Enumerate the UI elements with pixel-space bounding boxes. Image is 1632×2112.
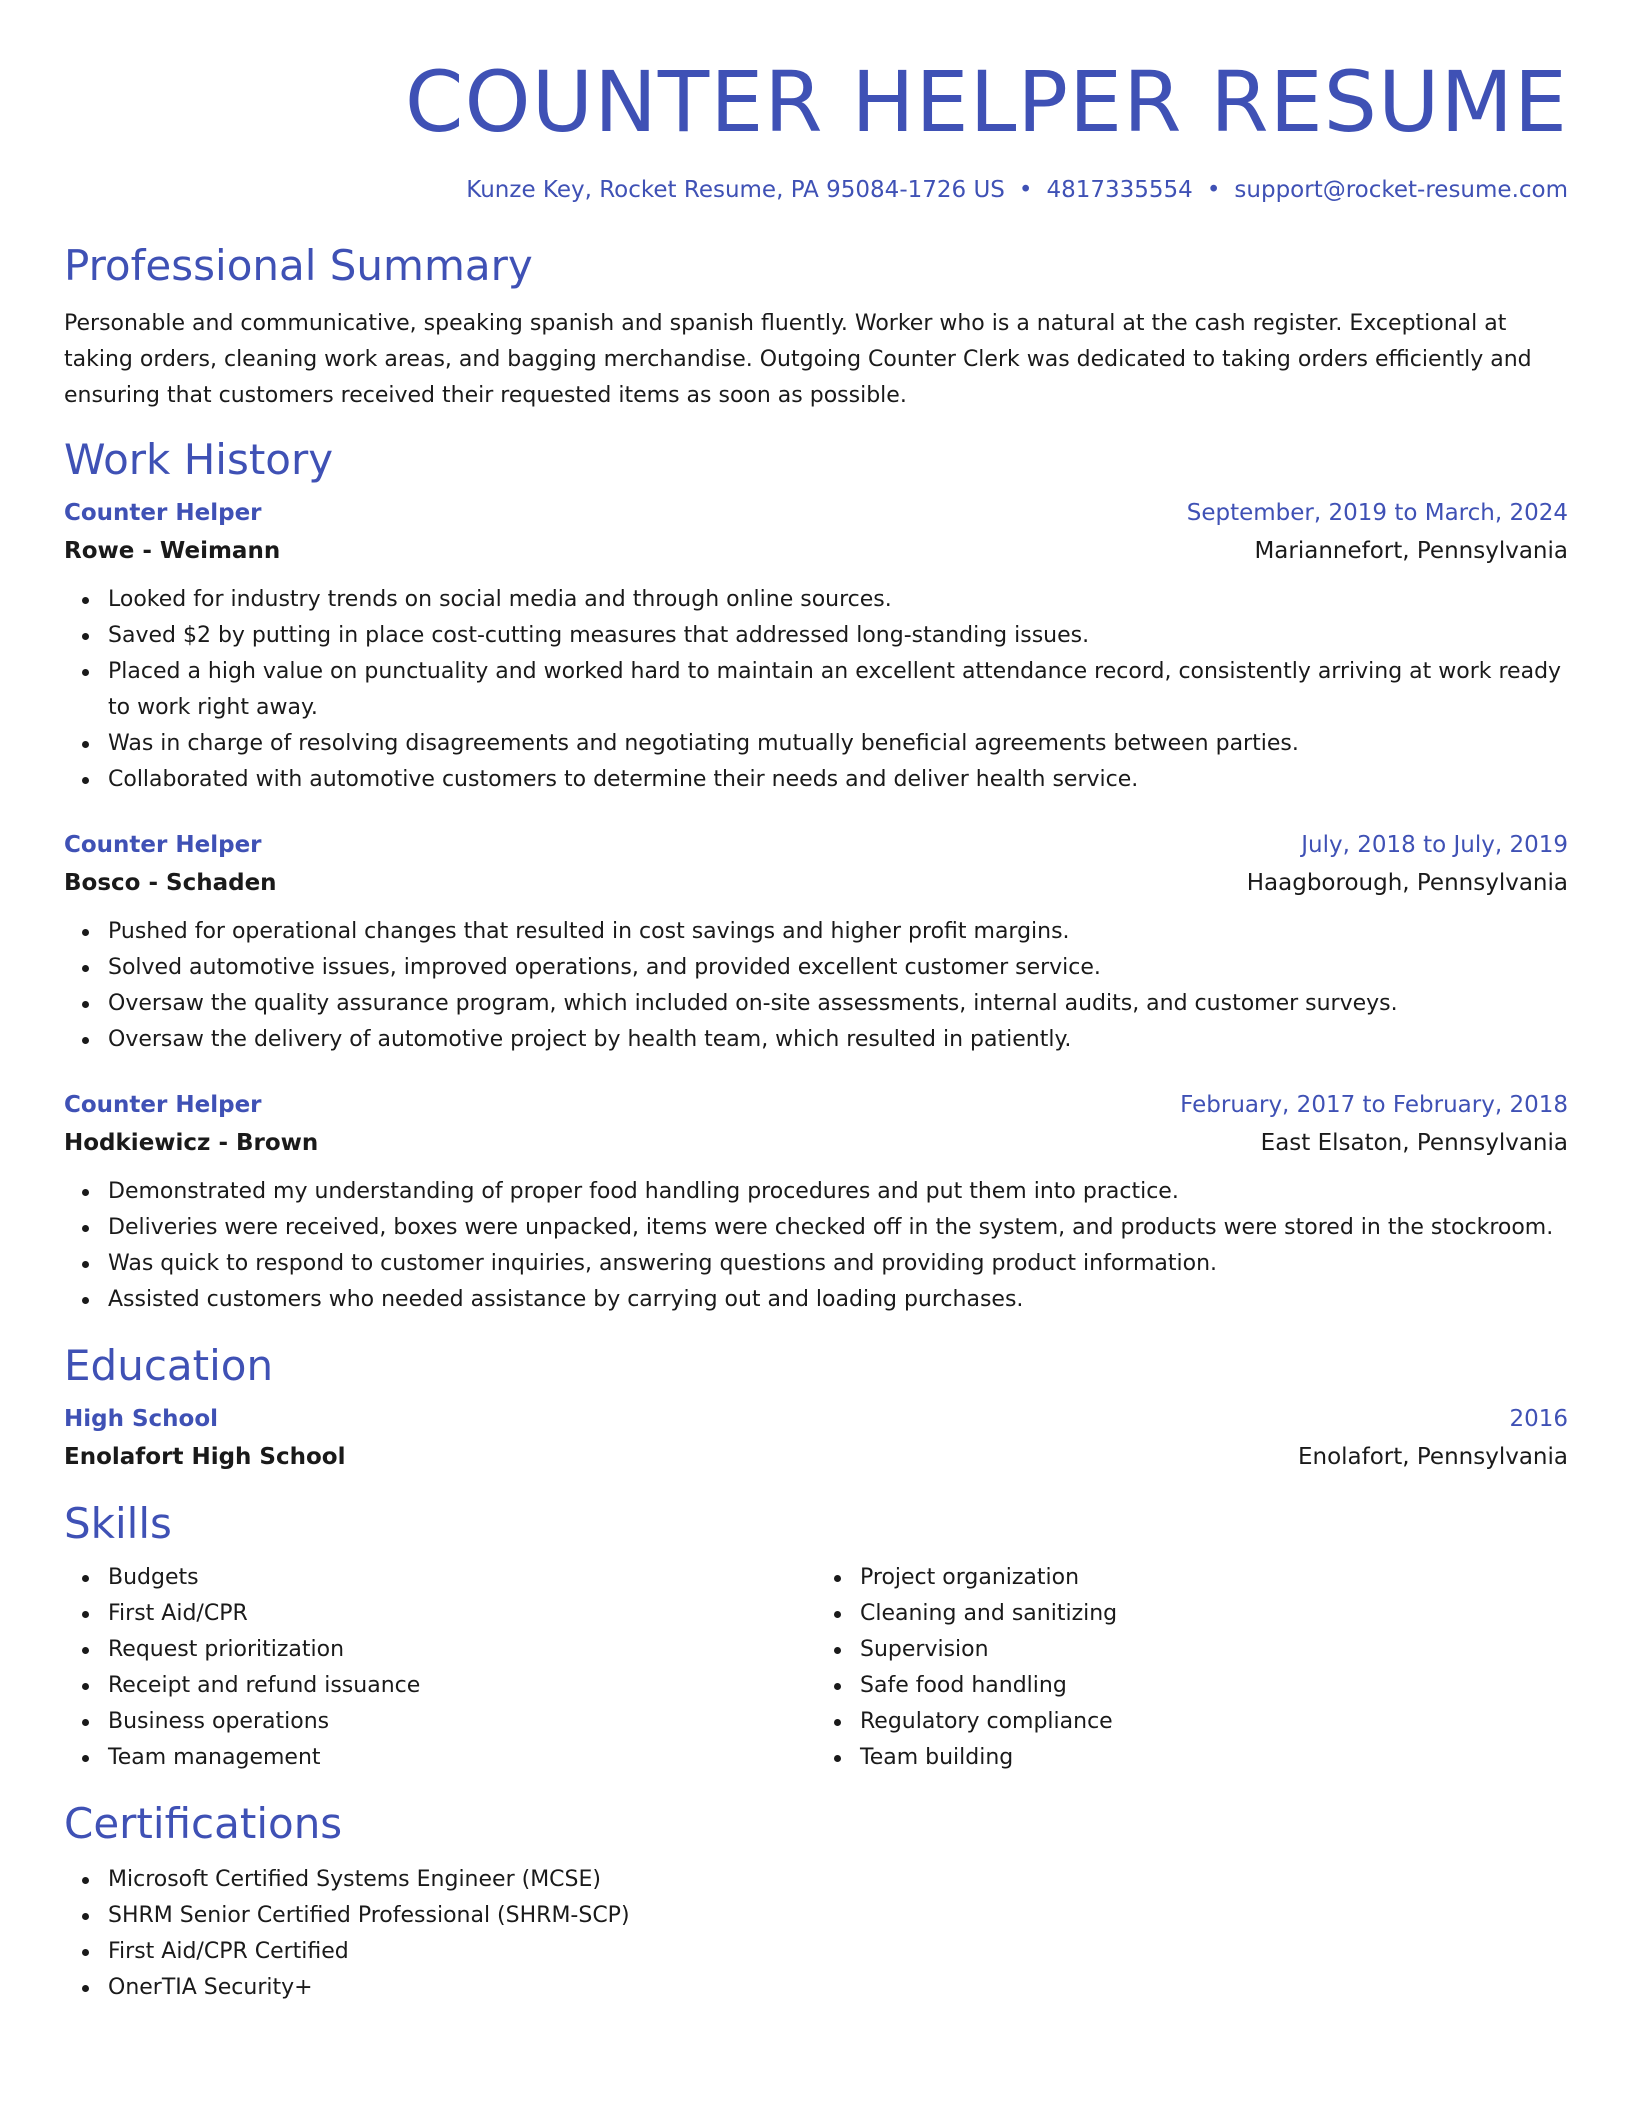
list-item: Project organization xyxy=(860,1560,1568,1596)
list-item: Assisted customers who needed assistance by carrying out and loading purchases. xyxy=(108,1282,1568,1318)
list-item: Looked for industry trends on social media and through online sources. xyxy=(108,582,1568,618)
list-item: Collaborated with automotive customers to determine their needs and deliver health service. xyxy=(108,762,1568,798)
education-degree: High School xyxy=(64,1406,219,1432)
job-title: Counter Helper xyxy=(64,832,262,858)
list-item: First Aid/CPR Certified xyxy=(108,1934,1568,1970)
list-item: Deliveries were received, boxes were unpacked, items were checked off in the system, and products were stored in the stockroom. xyxy=(108,1210,1568,1246)
list-item: Business operations xyxy=(108,1704,816,1740)
job-dates: September, 2019 to March, 2024 xyxy=(1186,500,1568,526)
job-dates: February, 2017 to February, 2018 xyxy=(1180,1092,1568,1118)
summary-section xyxy=(64,240,1568,414)
education-section xyxy=(64,1340,1568,1476)
work-history-heading: Work History xyxy=(64,435,334,484)
job-title: Counter Helper xyxy=(64,1092,262,1118)
job-entry xyxy=(64,826,1568,1058)
skills-list-right xyxy=(816,1560,1568,1776)
education-school: Enolafort High School xyxy=(64,1444,346,1470)
list-item: First Aid/CPR xyxy=(108,1596,816,1632)
job-company: Rowe - Weimann xyxy=(64,538,281,564)
resume-page xyxy=(64,0,1568,2006)
skills-list-left xyxy=(64,1560,816,1776)
list-item: Safe food handling xyxy=(860,1668,1568,1704)
summary-heading: Professional Summary xyxy=(64,241,533,290)
job-entry xyxy=(64,494,1568,798)
list-item: Pushed for operational changes that resulted in cost savings and higher profit margins. xyxy=(108,914,1568,950)
work-history-section xyxy=(64,434,1568,1318)
job-company: Bosco - Schaden xyxy=(64,870,277,896)
job-title: Counter Helper xyxy=(64,500,262,526)
summary-text: Personable and communicative, speaking spanish and spanish fluently. Worker who is a natural at the cash register. Exceptional at taking orders, cleaning work areas, and bagging merchandise. Outgoing Counter Clerk was dedicated to taking orders efficiently and ensuring that customers received their requested items as soon as possible. xyxy=(64,311,1532,408)
certifications-list xyxy=(64,1862,1568,2006)
job-location: East Elsaton, Pennsylvania xyxy=(1260,1130,1568,1156)
job-dates: July, 2018 to July, 2019 xyxy=(1301,832,1568,858)
list-item: Budgets xyxy=(108,1560,816,1596)
resume-title: COUNTER HELPER RESUME xyxy=(404,53,1568,151)
list-item: Oversaw the quality assurance program, which included on-site assessments, internal audits, and customer surveys. xyxy=(108,986,1568,1022)
contact-separator: • xyxy=(1018,177,1033,203)
list-item: Oversaw the delivery of automotive project by health team, which resulted in patiently. xyxy=(108,1022,1568,1058)
list-item: Was quick to respond to customer inquiries, answering questions and providing product information. xyxy=(108,1246,1568,1282)
list-item: Demonstrated my understanding of proper food handling procedures and put them into practice. xyxy=(108,1174,1568,1210)
list-item: Saved $2 by putting in place cost-cutting measures that addressed long-standing issues. xyxy=(108,618,1568,654)
skills-grid xyxy=(64,1560,1568,1776)
certifications-heading: Certifications xyxy=(64,1799,343,1848)
list-item: Microsoft Certified Systems Engineer (MCSE) xyxy=(108,1862,1568,1898)
skills-heading: Skills xyxy=(64,1499,172,1548)
list-item: Team building xyxy=(860,1740,1568,1776)
job-bullets xyxy=(64,914,1568,1058)
contact-email[interactable]: support@rocket-resume.com xyxy=(1234,177,1568,203)
list-item: Team management xyxy=(108,1740,816,1776)
job-location: Mariannefort, Pennsylvania xyxy=(1254,538,1568,564)
certifications-section xyxy=(64,1798,1568,2006)
list-item: Was in charge of resolving disagreements and negotiating mutually beneficial agreements between parties. xyxy=(108,726,1568,762)
list-item: Supervision xyxy=(860,1632,1568,1668)
list-item: Receipt and refund issuance xyxy=(108,1668,816,1704)
list-item: OnerTIA Security+ xyxy=(108,1970,1568,2006)
skills-section xyxy=(64,1498,1568,1776)
list-item: Regulatory compliance xyxy=(860,1704,1568,1740)
list-item: Cleaning and sanitizing xyxy=(860,1596,1568,1632)
job-company: Hodkiewicz - Brown xyxy=(64,1130,319,1156)
education-location: Enolafort, Pennsylvania xyxy=(1297,1444,1568,1470)
job-bullets xyxy=(64,1174,1568,1318)
list-item: SHRM Senior Certified Professional (SHRM-SCP) xyxy=(108,1898,1568,1934)
job-bullets xyxy=(64,582,1568,798)
education-entry xyxy=(64,1400,1568,1476)
contact-line xyxy=(64,174,1568,206)
job-entry xyxy=(64,1086,1568,1318)
job-location: Haagborough, Pennsylvania xyxy=(1246,870,1568,896)
list-item: Placed a high value on punctuality and worked hard to maintain an excellent attendance record, consistently arriving at work ready to work right away. xyxy=(108,654,1568,726)
contact-address: Kunze Key, Rocket Resume, PA 95084-1726 US xyxy=(466,177,1005,203)
contact-separator: • xyxy=(1206,177,1221,203)
education-heading: Education xyxy=(64,1341,274,1390)
list-item: Solved automotive issues, improved operations, and provided excellent customer service. xyxy=(108,950,1568,986)
education-year: 2016 xyxy=(1509,1406,1568,1432)
list-item: Request prioritization xyxy=(108,1632,816,1668)
contact-phone[interactable]: 4817335554 xyxy=(1046,177,1193,203)
